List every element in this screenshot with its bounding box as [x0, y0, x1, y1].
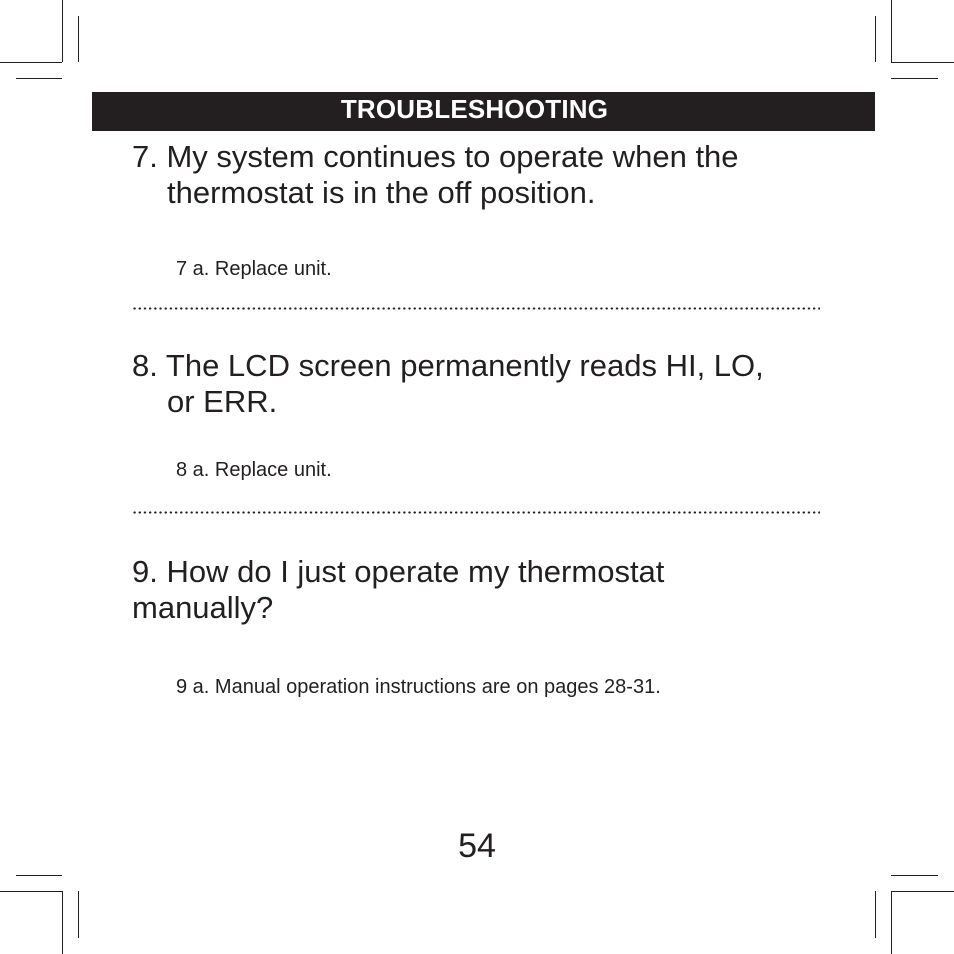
question-8-line-2: or ERR.	[167, 384, 278, 419]
crop-mark	[891, 891, 892, 954]
crop-mark	[0, 891, 62, 892]
crop-mark	[891, 0, 892, 62]
dotted-divider	[132, 307, 820, 310]
crop-mark	[891, 62, 954, 63]
question-7-line-1: 7. My system continues to operate when the	[132, 139, 739, 174]
question-9-line-2: manually?	[132, 590, 274, 625]
crop-mark	[62, 891, 63, 954]
section-header	[92, 92, 875, 131]
crop-mark	[78, 891, 79, 938]
crop-mark	[891, 78, 938, 79]
question-8-line-1: 8. The LCD screen permanently reads HI, LO,	[132, 348, 764, 383]
crop-mark	[891, 891, 954, 892]
answer-7: 7 a. Replace unit.	[176, 258, 332, 280]
crop-mark	[78, 16, 79, 62]
page-number: 54	[458, 827, 496, 865]
question-7	[132, 139, 739, 211]
answer-9: 9 a. Manual operation instructions are on pages 28-31.	[176, 676, 661, 698]
crop-mark	[891, 875, 938, 876]
section-title: TROUBLESHOOTING	[340, 94, 609, 124]
question-7-line-2: thermostat is in the off position.	[167, 175, 596, 210]
question-9	[132, 554, 664, 626]
question-8	[132, 348, 764, 420]
crop-mark	[875, 16, 876, 62]
crop-mark	[875, 891, 876, 938]
question-9-line-1: 9. How do I just operate my thermostat	[132, 554, 665, 589]
answer-8: 8 a. Replace unit.	[176, 459, 332, 481]
crop-mark	[16, 78, 62, 79]
crop-mark	[62, 0, 63, 62]
crop-mark	[16, 875, 62, 876]
crop-mark	[0, 62, 62, 63]
dotted-divider	[132, 511, 820, 514]
